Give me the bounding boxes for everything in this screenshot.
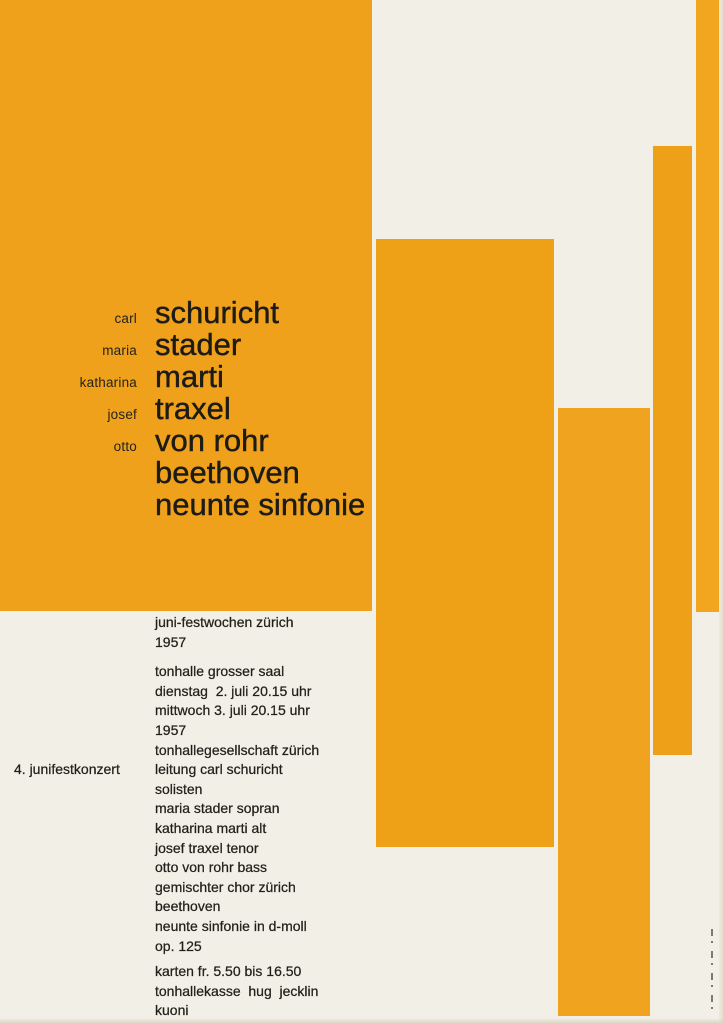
paper-edge-right bbox=[719, 0, 723, 1024]
surname-text: traxel bbox=[155, 391, 231, 426]
soloist-line: otto von rohr bass bbox=[155, 859, 268, 876]
date-line: dienstag 2. juli 20.15 uhr bbox=[155, 682, 312, 699]
year-line: 1957 bbox=[155, 721, 187, 738]
orange-bar-tall bbox=[558, 408, 650, 1016]
orange-bar-right bbox=[653, 146, 692, 755]
ticket-outlets-line: kuoni bbox=[155, 1002, 189, 1019]
first-name-label: otto bbox=[113, 439, 137, 454]
first-name-label: katharina bbox=[79, 375, 137, 390]
opus-line: op. 125 bbox=[155, 937, 202, 954]
name-row bbox=[0, 297, 560, 329]
work-line: neunte sinfonie in d-moll bbox=[155, 917, 307, 934]
spacer bbox=[155, 652, 455, 662]
soloist-line: katharina marti alt bbox=[155, 819, 267, 836]
composer-line: beethoven bbox=[155, 898, 221, 915]
surname-text: von rohr bbox=[155, 423, 269, 458]
venue-line: tonhalle grosser saal bbox=[155, 663, 285, 680]
date-line: mittwoch 3. juli 20.15 uhr bbox=[155, 702, 310, 719]
soloist-line: josef traxel tenor bbox=[155, 839, 259, 856]
concert-number-label: 4. junifestkonzert bbox=[14, 761, 120, 777]
festival-year: 1957 bbox=[155, 633, 187, 650]
conductor-line: leitung carl schuricht bbox=[155, 761, 283, 778]
first-name-label: carl bbox=[114, 311, 137, 326]
soloists-heading: solisten bbox=[155, 780, 203, 797]
choir-line: gemischter chor zürich bbox=[155, 878, 296, 895]
ticket-outlets-line: tonhallekasse hug jecklin bbox=[155, 982, 319, 999]
surname-text: schuricht bbox=[155, 295, 280, 330]
work-title-text: neunte sinfonie bbox=[155, 487, 366, 522]
composer-text: beethoven bbox=[155, 455, 300, 490]
surname-text: stader bbox=[155, 327, 242, 362]
society-line: tonhallegesellschaft zürich bbox=[155, 741, 320, 758]
info-block bbox=[155, 613, 455, 1021]
ticket-price-line: karten fr. 5.50 bis 16.50 bbox=[155, 963, 302, 980]
first-name-label: josef bbox=[107, 407, 137, 422]
orange-strip-right-edge bbox=[696, 0, 719, 612]
surname-text: marti bbox=[155, 359, 224, 394]
first-name-label: maria bbox=[102, 343, 137, 358]
festival-title: juni-festwochen zürich bbox=[155, 614, 294, 630]
name-row bbox=[0, 489, 560, 521]
paper-edge-bottom bbox=[0, 1018, 723, 1024]
soloist-line: maria stader sopran bbox=[155, 800, 280, 817]
printer-credit-microtext bbox=[711, 929, 713, 1013]
names-block bbox=[0, 297, 560, 521]
